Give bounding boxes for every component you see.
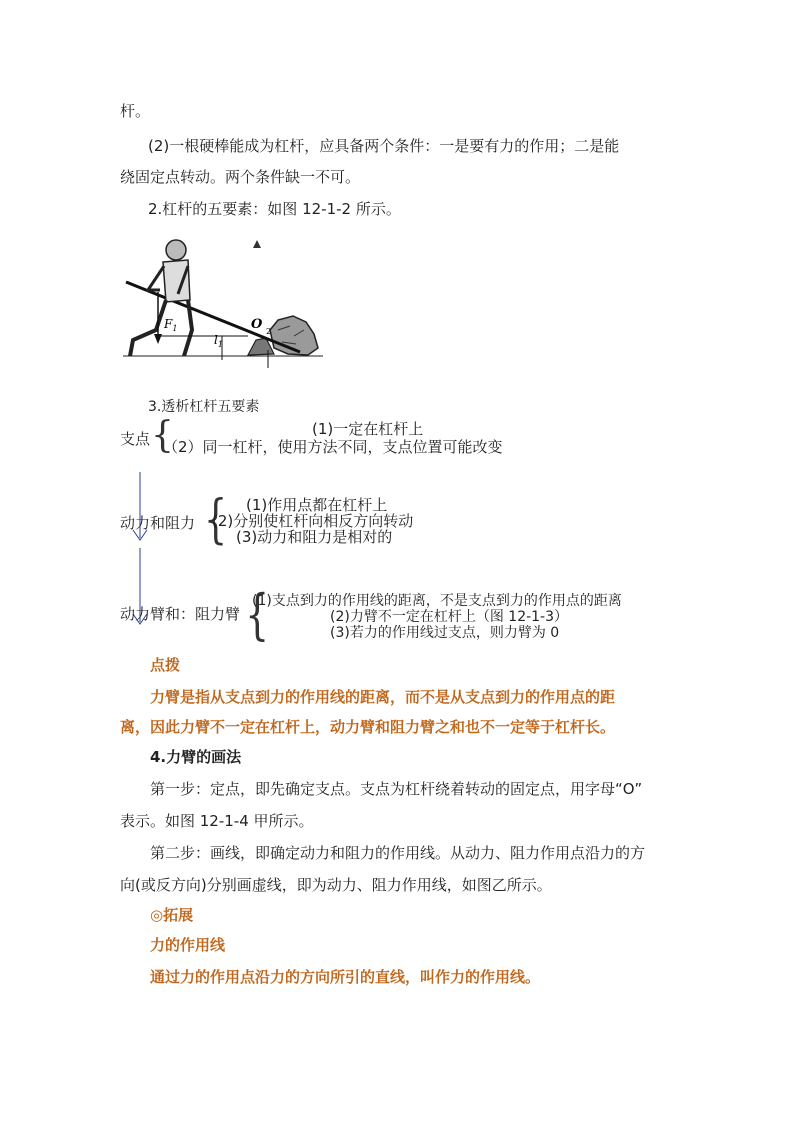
text-line: 第二步：画线，即确定动力和阻力的作用线。从动力、阻力作用点沿力的方 [150, 844, 646, 862]
triangle-marker [253, 240, 261, 248]
tip-text: 力臂是指从支点到力的作用线的距离，而不是从支点到力的作用点的距 [150, 688, 616, 706]
text-line: 杆。 [120, 102, 151, 120]
text-line: 第一步：定点，即先确定支点。支点为杠杆绕着转动的固定点，用字母“O” [150, 780, 643, 798]
fulcrum-item: (1)一定在杠杆上 [312, 420, 424, 438]
lever-figure [118, 230, 328, 370]
label-o: O [251, 317, 263, 332]
text-line: 向(或反方向)分别画虚线，即为动力、阻力作用线，如图乙所示。 [120, 876, 552, 894]
section-heading: 3.透析杠杆五要素 [148, 399, 260, 415]
tip-heading: 点拨 [150, 656, 181, 674]
section-heading: 2.杠杆的五要素：如图 12-1-2 所示。 [148, 200, 401, 218]
worker-body [163, 260, 190, 302]
arms-item: (2)力臂不一定在杠杆上（图 12-1-3） [330, 609, 569, 625]
text-line: (2)一根硬棒能成为杠杆，应具备两个条件：一是要有力的作用；二是能 [148, 137, 620, 155]
brace: { [203, 490, 228, 550]
forces-item: (2)分别使杠杆向相反方向转动 [212, 512, 414, 530]
extend-text: 通过力的作用点沿力的方向所引的直线，叫作力的作用线。 [150, 968, 541, 986]
section-heading: 4.力臂的画法 [150, 748, 242, 766]
lever-bar [126, 282, 300, 352]
worker-head [166, 240, 186, 260]
forces-item: (1)作用点都在杠杆上 [246, 496, 388, 514]
label-l1: $l_1$ [214, 333, 223, 349]
brace: { [151, 415, 174, 456]
arms-label: 动力臂和：阻力臂 [120, 605, 241, 623]
forces-item: (3)动力和阻力是相对的 [236, 528, 393, 546]
extend-heading: ◎拓展 [150, 906, 194, 924]
brace: { [245, 583, 270, 646]
label-f1: $F_1$ [164, 317, 178, 333]
extend-subheading: 力的作用线 [150, 936, 226, 954]
arms-item: (1)支点到力的作用线的距离，不是支点到力的作用点的距离 [252, 593, 622, 609]
fulcrum-item: （2）同一杠杆，使用方法不同，支点位置可能改变 [163, 438, 503, 456]
forces-label: 动力和阻力 [120, 514, 196, 532]
worker-legs [130, 300, 192, 356]
text-line: 表示。如图 12-1-4 甲所示。 [120, 812, 314, 830]
text-line: 绕固定点转动。两个条件缺一不可。 [120, 168, 361, 186]
arms-item: (3)若力的作用线过支点，则力臂为 0 [330, 625, 560, 641]
tip-text: 离，因此力臂不一定在杠杆上，动力臂和阻力臂之和也不一定等于杠杆长。 [120, 718, 616, 736]
fulcrum-label: 支点 [120, 430, 151, 448]
label-l2: 2 [266, 327, 272, 336]
